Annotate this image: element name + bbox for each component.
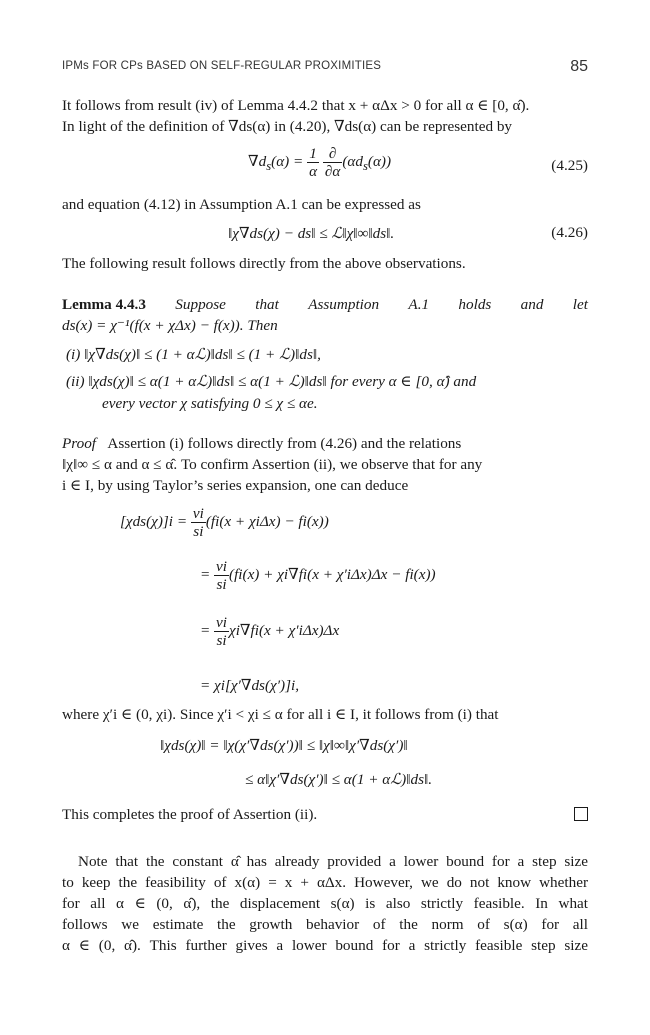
closing-line-4: follows we estimate the growth behavior of the norm of s(α) for all xyxy=(62,916,588,933)
derivation-step-2: = $\frac{vi}{si}$ (fi(x) + χi∇fi(x + χ′iΔx)Δx − fi(x)) xyxy=(200,558,436,593)
derivation-step-4: = χi[χ′∇ds(χ′)]i, xyxy=(200,677,300,694)
derivation-step-1: [χds(χ)]i = $\frac{vi}{si}$ (fi(x + χiΔx) − fi(x)) xyxy=(120,505,329,540)
equation-4-25-tag: (4.25) xyxy=(551,157,588,174)
equation-4-26: ‖χ∇ds(χ) − ds‖ ≤ ℒ‖χ‖∞‖ds‖. xyxy=(228,225,395,242)
intro-line-1: It follows from result (iv) of Lemma 4.4.2 that x + αΔx > 0 for all α ∈ [0, α̂). xyxy=(62,97,530,114)
lemma-line-2: ds(x) = χ⁻¹(f(x + χΔx) − f(x)). Then xyxy=(62,317,278,334)
qed-box xyxy=(574,807,588,821)
lemma-item-ii-cont: every vector χ satisfying 0 ≤ χ ≤ αe. xyxy=(102,395,318,412)
page-number: 85 xyxy=(570,58,588,75)
proof-line-3: i ∈ I, by using Taylor’s series expansion, one can deduce xyxy=(62,477,409,494)
equation-4-25: $\nabla d_s(\alpha)$ = $\frac{1}{\alpha}$ $\frac{\partial}{\partial\alpha}$ $(\alpha d_s(\alpha))$ xyxy=(248,145,392,180)
intro-line-2: In light of the definition of ∇ds(α) in (4.20), ∇ds(α) can be represented by xyxy=(62,118,513,135)
proof-line-2: ‖χ‖∞ ≤ α and α ≤ α̂. To confirm Assertion (ii), we observe that for any xyxy=(62,456,483,473)
intro-line-4: The following result follows directly from the above observations. xyxy=(62,255,466,272)
lemma-item-ii: (ii) ‖χds(χ)‖ ≤ α(1 + αℒ)‖ds‖ ≤ α(1 + ℒ)‖ds‖ for every α ∈ [0, α̂) and xyxy=(66,373,477,390)
norm-bound-2: ≤ α‖χ′∇ds(χ′)‖ ≤ α(1 + αℒ)‖ds‖. xyxy=(245,771,433,788)
lemma-item-i: (i) ‖χ∇ds(χ)‖ ≤ (1 + αℒ)‖ds‖ ≤ (1 + ℒ)‖ds‖, xyxy=(66,346,321,363)
proof-line-4: where χ′i ∈ (0, χi). Since χ′i < χi ≤ α for all i ∈ I, it follows from (i) that xyxy=(62,706,499,723)
norm-bound-1: ‖χds(χ)‖ = ‖χ(χ′∇ds(χ′))‖ ≤ ‖χ‖∞‖χ′∇ds(χ′)‖ xyxy=(160,737,408,754)
proof-line-5: This completes the proof of Assertion (ii). xyxy=(62,806,318,823)
equation-4-26-tag: (4.26) xyxy=(551,224,588,241)
lemma-label: Lemma 4.4.3 xyxy=(62,296,146,313)
derivation-step-3: = $\frac{vi}{si}$ χi∇fi(x + χ′iΔx)Δx xyxy=(200,614,340,649)
lemma-line-1: Lemma 4.4.3 Suppose that Assumption A.1 holds and let xyxy=(62,296,588,313)
proof-label: Proof xyxy=(62,435,97,452)
closing-line-1: Note that the constant α̂ has already provided a lower bound for a step size xyxy=(78,853,588,870)
intro-line-3: and equation (4.12) in Assumption A.1 can be expressed as xyxy=(62,196,421,213)
closing-line-5: α ∈ (0, α̂). This further gives a lower bound for a strictly feasible step size xyxy=(62,937,588,954)
running-header: IPMs FOR CPs BASED ON SELF-REGULAR PROXIMITIES xyxy=(62,60,382,72)
closing-line-2: to keep the feasibility of x(α) = x + αΔx. However, we do not know whether xyxy=(62,874,588,891)
proof-line-1: Proof Assertion (i) follows directly from (4.26) and the relations xyxy=(62,435,462,452)
closing-line-3: for all α ∈ (0, α̂), the displacement s(α) is also strictly feasible. In what xyxy=(62,895,588,912)
